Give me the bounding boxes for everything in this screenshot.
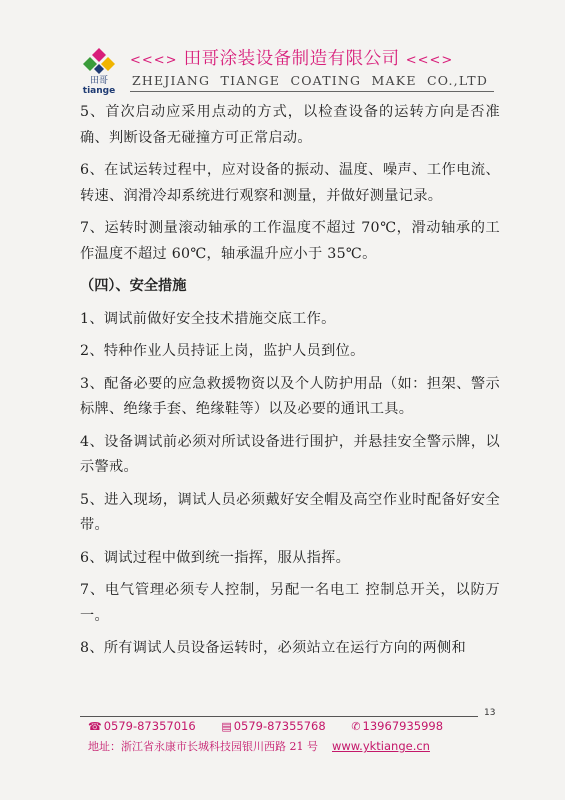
footer-contacts [88, 719, 465, 733]
paragraph: 7、电气管理必须专人控制，另配一名电工 控制总开关，以防万一。 [80, 582, 500, 624]
mobile-icon: ✆ [351, 720, 361, 733]
fax-icon: ▤ [221, 720, 232, 733]
company-name-cn [130, 45, 453, 70]
footer-address [88, 738, 430, 754]
letterhead [78, 44, 498, 96]
paragraph: 5、进入现场，调试人员必须戴好安全帽及高空作业时配备好安全带。 [80, 491, 500, 533]
arrows-right: <<<> [405, 53, 454, 68]
company-name-cn-text: 田哥涂装设备制造有限公司 [183, 49, 400, 69]
paragraph: 1、调试前做好安全技术措施交底工作。 [80, 310, 336, 327]
paragraph: 6、在试运转过程中，应对设备的振动、温度、噪声、工作电流、转速、润滑冷却系统进行观察和测量，并做好测量记录。 [80, 162, 500, 204]
footer-phone [88, 719, 196, 733]
document-body [80, 100, 500, 669]
website-link[interactable]: www.yktiange.cn [332, 739, 430, 753]
paragraph: 3、配备必要的应急救援物资以及个人防护用品（如：担架、警示标牌、绝缘手套、绝缘鞋等）以及必要的通讯工具。 [80, 375, 500, 417]
footer-divider [80, 716, 478, 717]
logo-icon [78, 46, 120, 76]
paragraph: 6、调试过程中做到统一指挥，服从指挥。 [80, 549, 351, 566]
paragraph: 7、运转时测量滚动轴承的工作温度不超过 70℃，滑动轴承的工作温度不超过 60℃，轴承温升应小于 35℃。 [80, 220, 500, 262]
paragraph: 4、设备调试前必须对所试设备进行围护，并悬挂安全警示牌，以示警戒。 [80, 433, 500, 475]
paragraph: 5、首次启动应采用点动的方式，以检查设备的运转方向是否准确、判断设备无碰撞方可正常启动。 [80, 104, 500, 146]
footer-fax [221, 719, 325, 733]
footer-mobile [351, 719, 443, 733]
paragraph: 8、所有调试人员设备运转时，必须站立在运行方向的两侧和 [80, 640, 467, 656]
page-number: 13 [484, 708, 496, 718]
paragraph: 2、特种作业人员持证上岗，监护人员到位。 [80, 343, 365, 359]
address-text: 地址：浙江省永康市长城科技园银川西路 21 号 [88, 740, 318, 753]
header-divider [130, 91, 494, 92]
phone-icon: ☎ [88, 720, 102, 733]
logo-cn-text: 田哥 [89, 76, 108, 86]
company-logo [78, 46, 120, 94]
logo-en-text: tiange [82, 86, 116, 96]
phone-number: 0579-87357016 [103, 719, 196, 733]
company-name-en: ZHEJIANG TIANGE COATING MAKE CO.,LTD [132, 73, 489, 88]
mobile-number: 13967935998 [362, 719, 444, 733]
arrows-left: <<<> [130, 53, 178, 68]
fax-number: 0579-87355768 [233, 719, 326, 733]
section-heading: （四）、安全措施 [80, 278, 187, 294]
